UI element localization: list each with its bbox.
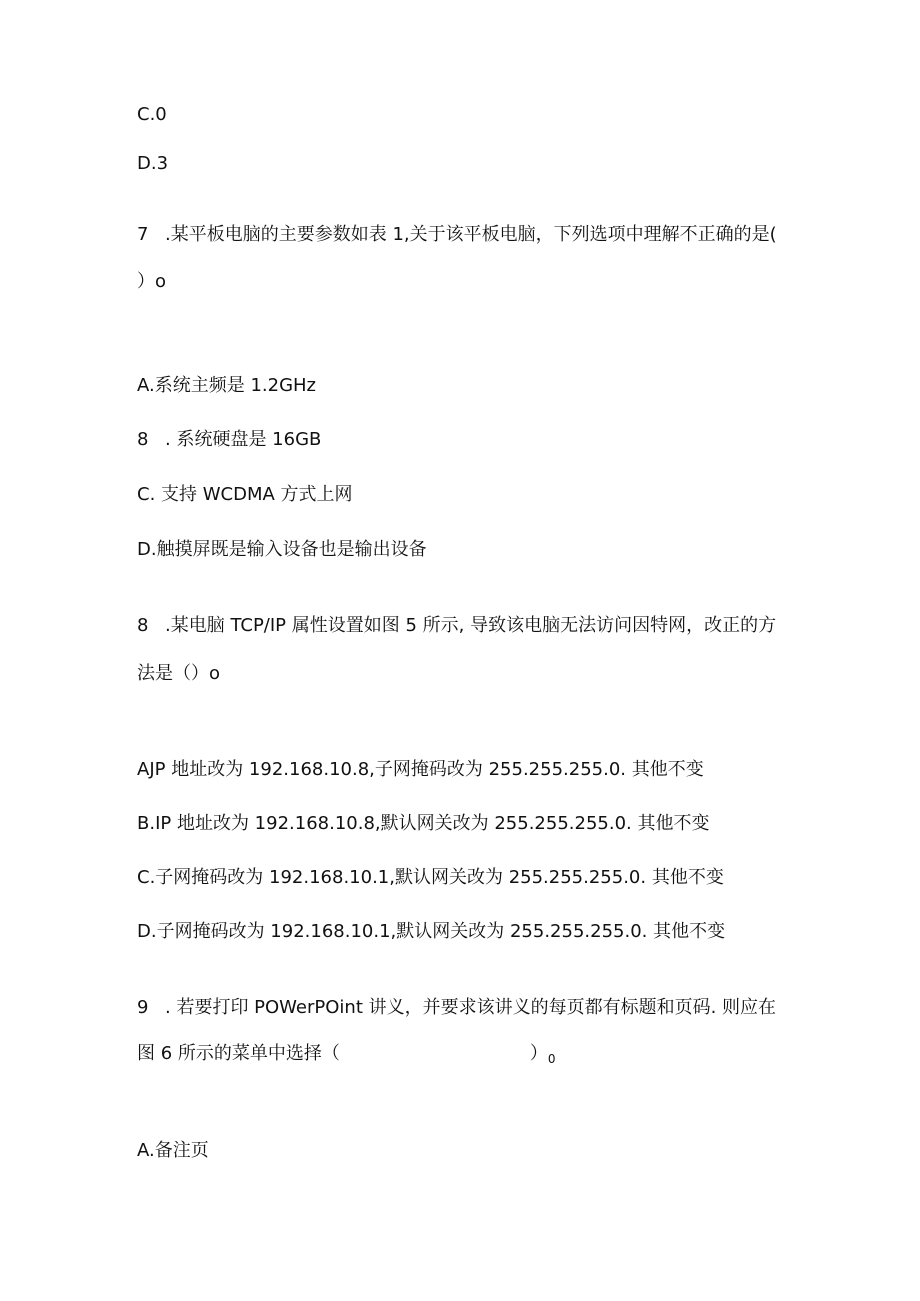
q9-option-a: A.备注页 [137,1140,209,1161]
q8-stem-text: .某电脑 TCP/IP 属性设置如图 5 所示, 导致该电脑无法访问因特网，改正的方 [165,615,777,636]
q7-stem-line2: ）o [137,271,167,292]
q9-stem-line2-suffix: 0 [547,1052,556,1066]
q7-option-b [137,428,321,452]
q9-stem-line2-end: ） [529,1043,548,1064]
q6-option-c: C.0 [137,104,167,125]
q8-stem-line2: 法是（）o [137,663,221,684]
q8-stem-line1 [137,614,776,638]
q7-number: 7 [137,224,149,245]
q7-option-c: C. 支持 WCDMA 方式上网 [137,484,353,505]
q7-stem-text: .某平板电脑的主要参数如表 1,关于该平板电脑，下列选项中理解不正确的是( [165,224,777,245]
q8-number: 8 [137,615,149,636]
q8-option-b: B.IP 地址改为 192.168.10.8,默认网关改为 255.255.255.0. 其他不变 [137,813,710,834]
q9-stem-line2 [137,1042,556,1071]
q9-stem-line2-start: 图 6 所示的菜单中选择（ [137,1043,340,1064]
q7-stem-line1 [137,223,777,247]
q8-option-a: AJP 地址改为 192.168.10.8,子网掩码改为 255.255.255.0. 其他不变 [137,759,704,780]
q8-option-c: C.子网掩码改为 192.168.10.1,默认网关改为 255.255.255.0. 其他不变 [137,867,724,888]
q7-option-a: A.系统主频是 1.2GHz [137,375,316,396]
q9-stem-text: . 若要打印 POWerPOint 讲义，并要求该讲义的每页都有标题和页码. 则应在 [165,997,777,1018]
q6-option-d: D.3 [137,153,169,174]
q8-option-d: D.子网掩码改为 192.168.10.1,默认网关改为 255.255.255.0. 其他不变 [137,921,726,942]
q7-option-d: D.触摸屏既是输入设备也是输出设备 [137,539,427,560]
q9-number: 9 [137,997,149,1018]
q7-option-b-text: . 系统硬盘是 16GB [165,429,322,450]
q9-stem-line1 [137,996,776,1020]
q7-option-b-number: 8 [137,429,149,450]
